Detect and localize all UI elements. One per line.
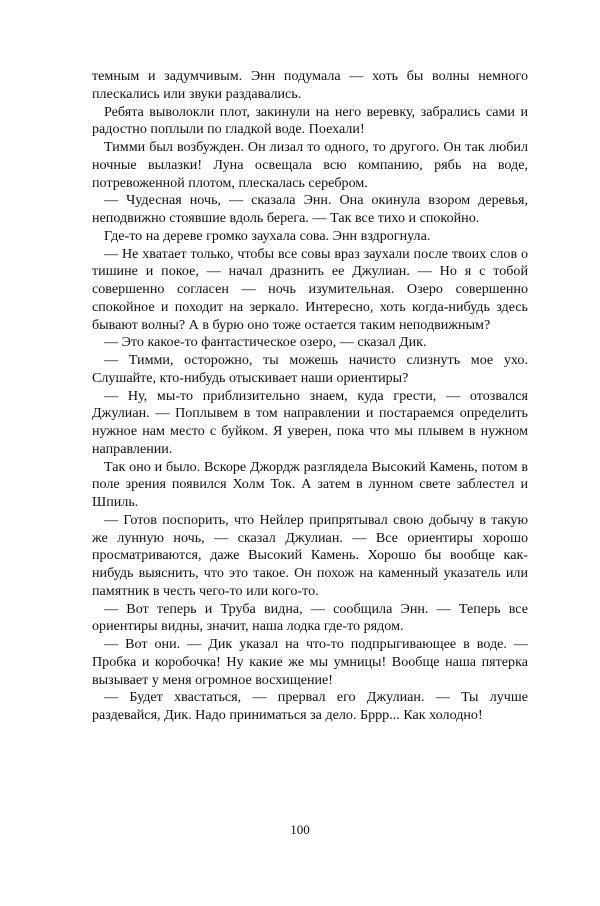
paragraph-14: — Будет хвастаться, — прервал его Джулиан. — Ты лучше раздевайся, Дик. Надо приниматься за дело. Бррр... Как холодно! — [92, 689, 528, 723]
paragraph-13: — Вот они. — Дик указал на что-то подпрыгивающее в воде. — Пробка и коробочка! Ну какие же мы умницы! Вообще наша пятерка вызывает у меня огромное восхищение! — [92, 636, 528, 688]
paragraph-6: — Не хватает только, чтобы все совы враз заухали после твоих слов о тишине и покое, — начал дразнить ее Джулиан. — Но я с тобой совершенно согласен — ночь изумительная. Озеро совершенно спокойное и походит на зеркало. Интересно, хоть когда-нибудь здесь бывают волны? А в бурю оно тоже остается таким неподвижным? — [92, 245, 528, 333]
paragraph-10: Так оно и было. Вскоре Джордж разглядела Высокий Камень, потом в поле зрения появился Холм Ток. А затем в лунном свете заблестел и Шпиль. — [92, 458, 528, 510]
paragraph-1: темным и задумчивым. Энн подумала — хоть бы волны немного плескались или звуки раздавались. — [92, 68, 528, 102]
paragraph-2: Ребята выволокли плот, закинули на него веревку, забрались сами и радостно поплыли по гладкой воде. Поехали! — [92, 103, 528, 138]
paragraph-5: Где-то на дереве громко заухала сова. Энн вздрогнула. — [104, 227, 431, 244]
paragraph-9: — Ну, мы-то приблизительно знаем, куда грести, — отозвался Джулиан. — Поплывем в том направлении и постараемся определить нужное нам место с буйком. Я уверен, пока что мы плывем в нужном направлении. — [92, 387, 528, 457]
paragraph-11: — Готов поспорить, что Нейлер припрятывал свою добычу в такую же лунную ночь, — сказал Джулиан. — Все ориентиры хорошо просматриваются, даже Высокий Камень. Хорошо бы вообще как-нибудь выяснить, что это такое. Он похож на каменный указатель или памятник в честь чего-то или кого-то. — [92, 511, 528, 599]
paragraph-7: — Это какое-то фантастическое озеро, — сказал Дик. — [104, 334, 427, 351]
paragraph-12: — Вот теперь и Труба видна, — сообщила Энн. — Теперь все ориентиры видны, значит, наша лодка где-то рядом. — [92, 600, 528, 635]
page-text-block — [92, 68, 528, 725]
paragraph-8: — Тимми, осторожно, ты можешь начисто слизнуть мое ухо. Слушайте, кто-нибудь отыскивает наши ориентиры? — [92, 352, 528, 386]
paragraph-4: — Чудесная ночь, — сказала Энн. Она окинула взором деревья, неподвижно стоявшие вдоль берега. — Так все тихо и спокойно. — [92, 192, 528, 226]
paragraph-3: Тимми был возбужден. Он лизал то одного, то другого. Он так любил ночные вылазки! Луна освещала всю компанию, рябь на воде, потревоженной плотом, плескалась серебром. — [92, 139, 528, 191]
page-number: 100 — [290, 822, 310, 837]
